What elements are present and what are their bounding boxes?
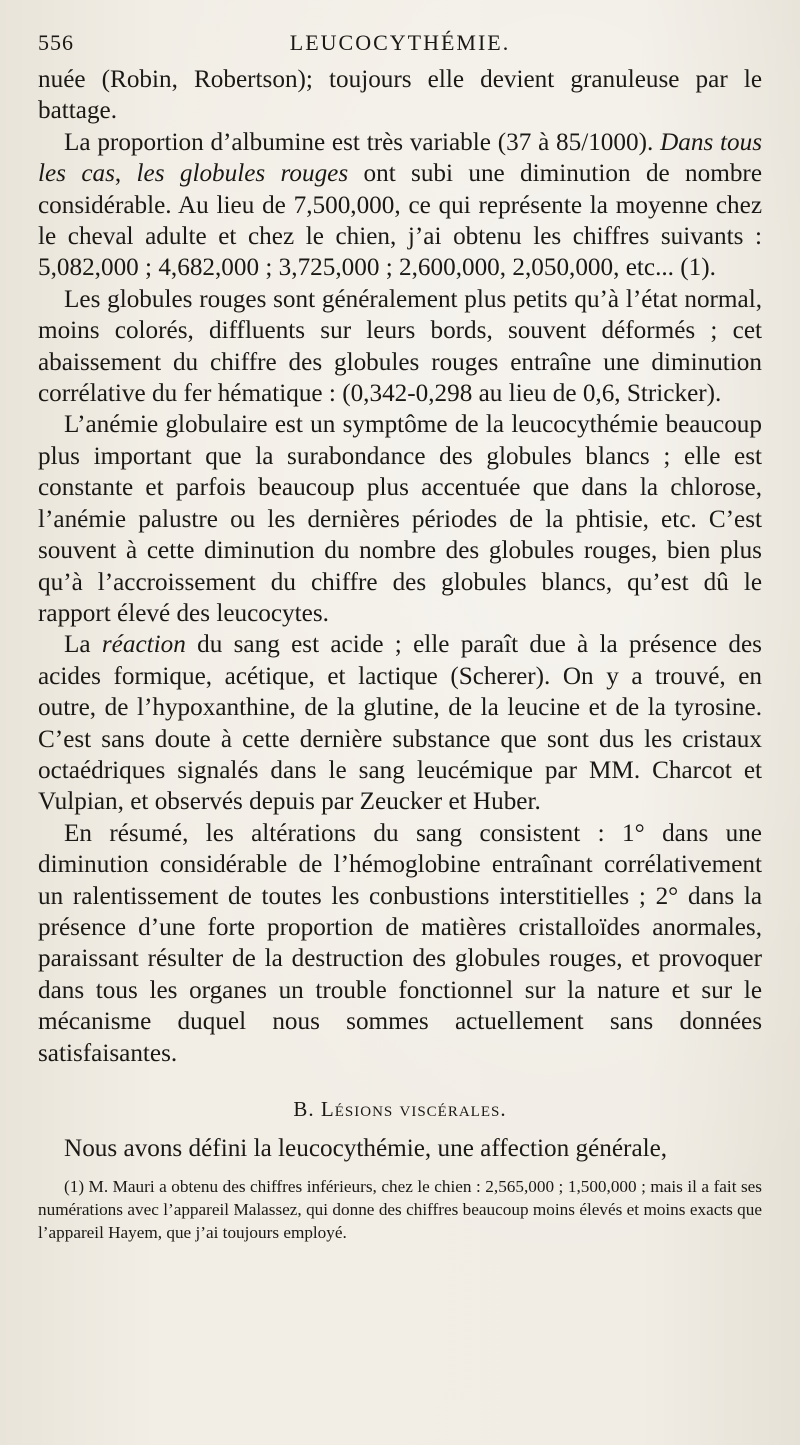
body-text (38, 64, 762, 1164)
page-number: 556 (38, 30, 74, 55)
section-heading (38, 1095, 762, 1123)
text-segment: nuée (Robin, Robertson); toujours elle devient granuleuse par le battage. (38, 66, 762, 125)
text-segment: L’anémie globulaire est un symptôme de la leucocythémie beaucoup plus important que la surabondance des globules blancs ; elle est constante et parfois beaucoup plus accentuée que dans la chlorose, l’anémie palustre ou les dernières périodes de la phtisie, etc. C’est souvent à cette diminution du nombre des globules rouges, bien plus qu’à l’accroissement du chiffre des globules blancs, qu’est dû le rapport élevé des leucocytes. (38, 411, 762, 627)
section-paragraph: Nous avons défini la leucocythémie, une affection générale, (64, 1135, 668, 1162)
page-header (38, 30, 762, 64)
text-segment: , (114, 160, 137, 188)
paragraph (38, 629, 762, 817)
text-segment: ont subi une diminution de nombre considérable. Au lieu de 7,500,000, ce qui représente la moyenne chez le cheval adulte et chez le chien, j’ai obtenu les chiffres suivants : 5,082,000 ; 4,682,000 ; 3,725,000 ; 2,600,000, 2,050,000, etc... (1). (38, 160, 762, 282)
section-label: B. (293, 1097, 321, 1121)
text-segment: La (64, 631, 102, 659)
paragraph (38, 818, 762, 1069)
text-segment: Les globules rouges sont généralement plus petits qu’à l’état normal, moins colorés, diffluents sur leurs bords, souvent déformés ; cet abaissement du chiffre des globules rouges entraîne une diminution corrélative du fer hématique : (0,342-0,298 au lieu de 0,6, Stricker). (38, 285, 762, 408)
footnote: (1) M. Mauri a obtenu des chiffres inférieurs, chez le chien : 2,565,000 ; 1,500,000 ; mais il a fait ses numérations avec l’appareil Malassez, qui donne des chiffres beaucoup moins élevés et moins exacts que l’appareil Hayem, que j’ai toujours employé. (38, 1177, 762, 1242)
italic-text: réaction (101, 631, 186, 659)
text-segment: En résumé, les altérations du sang consistent : 1° dans une diminution considérable de l’hémoglobine entraînant corrélativement un ralentissement de toutes les conbustions interstitielles ; 2° dans la présence d’une forte proportion de matières cristalloïdes anormales, paraissant résulter de la destruction des globules rouges, et provoquer dans tous les organes un trouble fonctionnel sur la nature et sur le mécanisme duquel nous sommes actuellement sans données satisfaisantes. (38, 819, 762, 1067)
paragraph (38, 284, 762, 410)
italic-text: les globules rouges (136, 160, 349, 188)
text-segment: du sang est acide ; elle paraît due à la présence des acides formique, acétique, et lactique (Scherer). On y a trouvé, en outre, de l’hypoxanthine, de la glutine, de la leucine et de la tyrosine. C’est sans doute à cette dernière substance que sont dus les cristaux octaédriques signalés dans le sang leucémique par MM. Charcot et Vulpian, et observés depuis par Zeucker et Huber. (38, 631, 762, 816)
paragraph (38, 409, 762, 629)
paragraph (38, 127, 762, 284)
paragraph (38, 64, 762, 127)
text-segment: La proportion d’albumine est très variable (37 à 85/1000). (64, 128, 661, 156)
italic-text: Dans tous les cas (38, 128, 763, 188)
running-title: LEUCOCYTHÉMIE. (289, 30, 511, 55)
section-title: Lésions viscérales. (320, 1097, 507, 1121)
